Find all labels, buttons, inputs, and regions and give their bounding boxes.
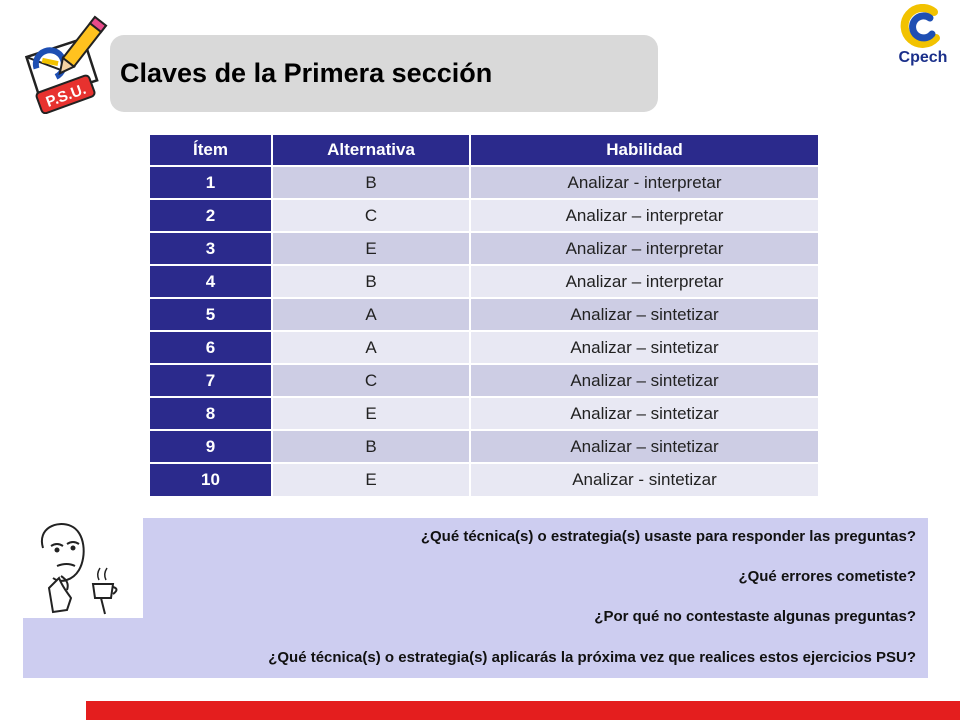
item-number: 1 [150, 166, 272, 199]
question-techniques-used: ¿Qué técnica(s) o estrategia(s) usaste para responder las preguntas? [420, 528, 916, 545]
answer-alternative: C [272, 199, 470, 232]
skill-cell: Analizar – sintetizar [470, 298, 818, 331]
answer-alternative: B [272, 265, 470, 298]
table-row [150, 397, 818, 430]
answer-alternative: A [272, 298, 470, 331]
table-row [150, 232, 818, 265]
reflection-panel [23, 518, 928, 678]
answer-alternative: E [272, 397, 470, 430]
skill-cell: Analizar – sintetizar [470, 364, 818, 397]
answer-alternative: B [272, 430, 470, 463]
table-header-row [150, 135, 818, 166]
answer-alternative: B [272, 166, 470, 199]
item-number: 10 [150, 463, 272, 496]
skill-cell: Analizar – interpretar [470, 199, 818, 232]
item-number: 4 [150, 265, 272, 298]
answer-alternative: E [272, 232, 470, 265]
thinking-meme-image [23, 518, 143, 618]
question-unanswered: ¿Por qué no contestaste algunas preguntas? [594, 608, 916, 625]
psu-logo [24, 14, 108, 114]
column-header-alternative: Alternativa [272, 135, 470, 166]
item-number: 5 [150, 298, 272, 331]
table-row [150, 298, 818, 331]
skill-cell: Analizar - interpretar [470, 166, 818, 199]
question-next-strategy: ¿Qué técnica(s) o estrategia(s) aplicarás la próxima vez que realices estos ejercicios PSU? [268, 649, 916, 666]
bottom-accent-stripe [86, 701, 960, 720]
table-row [150, 463, 818, 496]
table-row [150, 364, 818, 397]
title-bar [110, 35, 658, 112]
thinking-face-icon [23, 518, 143, 618]
skill-cell: Analizar – sintetizar [470, 331, 818, 364]
column-header-skill: Habilidad [470, 135, 818, 166]
item-number: 7 [150, 364, 272, 397]
skill-cell: Analizar – interpretar [470, 265, 818, 298]
question-errors: ¿Qué errores cometiste? [738, 568, 916, 585]
column-header-item: Ítem [150, 135, 272, 166]
cpech-logo [890, 4, 956, 70]
skill-cell: Analizar – sintetizar [470, 430, 818, 463]
answer-key-table [150, 135, 818, 496]
skill-cell: Analizar – sintetizar [470, 397, 818, 430]
skill-cell: Analizar - sintetizar [470, 463, 818, 496]
item-number: 2 [150, 199, 272, 232]
brand-name: Cpech [898, 49, 948, 66]
skill-cell: Analizar – interpretar [470, 232, 818, 265]
answer-alternative: C [272, 364, 470, 397]
item-number: 3 [150, 232, 272, 265]
item-number: 8 [150, 397, 272, 430]
answer-alternative: A [272, 331, 470, 364]
table-row [150, 331, 818, 364]
item-number: 9 [150, 430, 272, 463]
table-row [150, 166, 818, 199]
item-number: 6 [150, 331, 272, 364]
answer-alternative: E [272, 463, 470, 496]
table-row [150, 199, 818, 232]
page-title: Claves de la Primera sección [120, 58, 493, 88]
table-row [150, 430, 818, 463]
table-row [150, 265, 818, 298]
psu-logo-text: P.S.U. [43, 80, 89, 111]
